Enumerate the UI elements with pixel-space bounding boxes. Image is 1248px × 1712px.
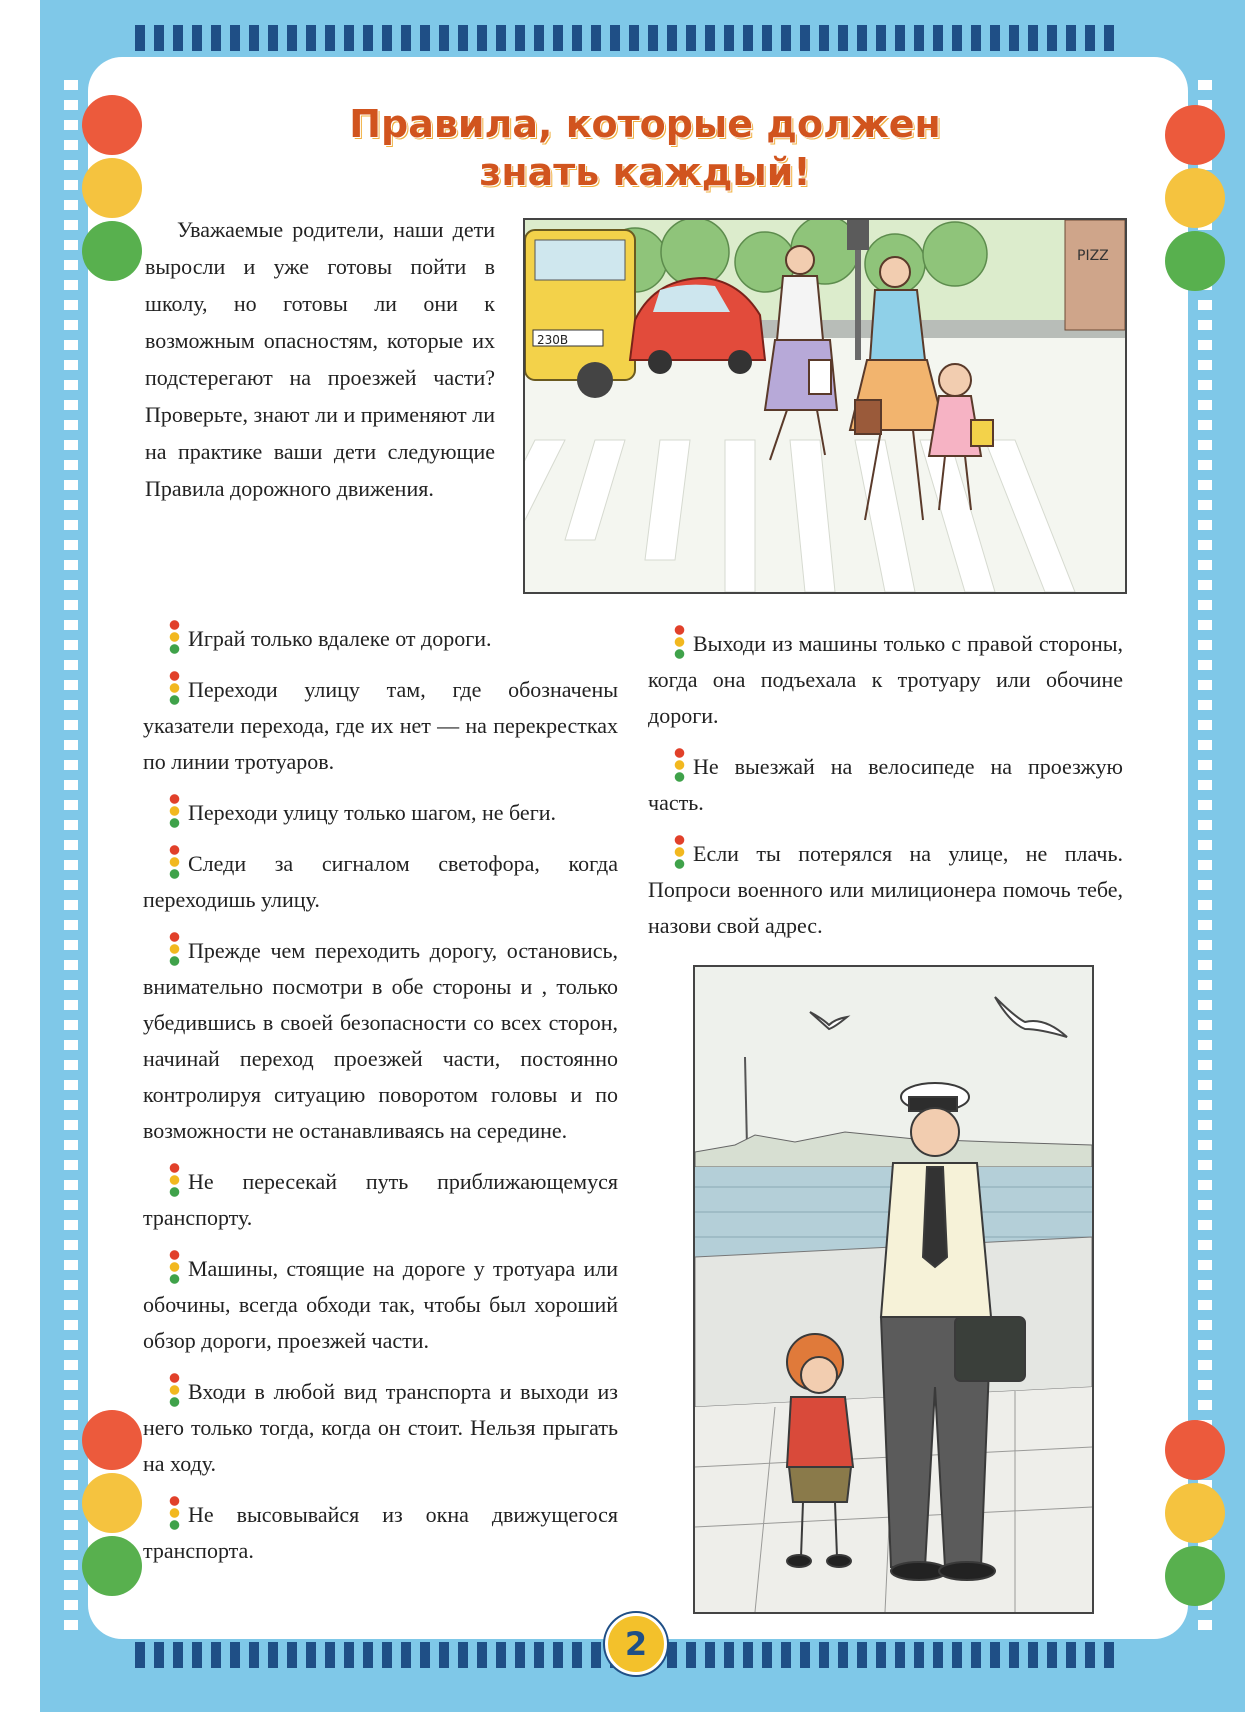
rule-text: Переходи улицу только шагом, не беги. (188, 800, 556, 825)
dash-segment (287, 1642, 297, 1668)
rule-text: Не пересекай путь приближающемуся транспорту. (143, 1169, 618, 1230)
dash-segment (287, 25, 297, 51)
dash-segment (553, 1642, 563, 1668)
dash-segment (762, 25, 772, 51)
dash-segment (933, 25, 943, 51)
dash-segment (819, 1642, 829, 1668)
dash-segment (648, 25, 658, 51)
rule-item (143, 1496, 618, 1569)
traffic-light-bullet-icon (674, 748, 685, 782)
rule-item (143, 620, 618, 657)
dash-segment (686, 25, 696, 51)
dash-segment (724, 1642, 734, 1668)
page-title (300, 100, 990, 196)
edge-dot-red-icon (82, 95, 142, 155)
dash-segment (382, 25, 392, 51)
dash-segment (895, 1642, 905, 1668)
edge-dot-yellow-icon (82, 158, 142, 218)
dash-segment (857, 25, 867, 51)
dash-segment (819, 25, 829, 51)
edge-dot-green-icon (82, 221, 142, 281)
dash-segment (914, 1642, 924, 1668)
traffic-light-bullet-icon (169, 932, 180, 966)
rule-item (143, 1373, 618, 1482)
right-perforation (1198, 80, 1212, 1640)
dash-segment (952, 1642, 962, 1668)
rule-text: Если ты потерялся на улице, не плачь. Попроси военного или милиционера помочь тебе, назови свой адрес. (648, 841, 1123, 938)
dash-segment (439, 1642, 449, 1668)
edge-dot-yellow-icon (82, 1473, 142, 1533)
dash-segment (857, 1642, 867, 1668)
dash-segment (230, 1642, 240, 1668)
dash-segment (306, 1642, 316, 1668)
rule-text: Следи за сигналом светофора, когда переходишь улицу. (143, 851, 618, 912)
dash-segment (306, 25, 316, 51)
dash-segment (173, 1642, 183, 1668)
dash-segment (1009, 25, 1019, 51)
dash-segment (800, 25, 810, 51)
dash-segment (572, 1642, 582, 1668)
rule-text: Не выезжай на велосипеде на проезжую часть. (648, 754, 1123, 815)
dash-segment (876, 25, 886, 51)
rule-text: Прежде чем переходить дорогу, остановись, внимательно посмотри в обе стороны и , только убедившись в своей безопасности со всех сторон, начинай переход проезжей части, постоянно контролируя ситуацию поворотом головы и по возможности не останавливаясь на середине. (143, 938, 618, 1143)
dash-segment (800, 1642, 810, 1668)
edge-dot-green-icon (1165, 1546, 1225, 1606)
rule-text: Не высовывайся из окна движущегося транспорта. (143, 1502, 618, 1563)
dash-segment (667, 25, 677, 51)
dash-segment (401, 25, 411, 51)
dash-segment (724, 25, 734, 51)
top-dash-border (135, 25, 1125, 51)
dash-segment (629, 25, 639, 51)
rules-left-column (143, 620, 618, 1583)
edge-dot-green-icon (82, 1536, 142, 1596)
dash-segment (135, 1642, 145, 1668)
dash-segment (477, 25, 487, 51)
rule-item (143, 932, 618, 1149)
dash-segment (363, 1642, 373, 1668)
dash-segment (876, 1642, 886, 1668)
rule-item (143, 845, 618, 918)
dash-segment (211, 25, 221, 51)
dash-segment (496, 25, 506, 51)
dash-segment (1066, 25, 1076, 51)
dash-segment (686, 1642, 696, 1668)
dash-segment (610, 25, 620, 51)
crosswalk-illustration (523, 218, 1127, 594)
dash-segment (439, 25, 449, 51)
dash-segment (420, 1642, 430, 1668)
left-perforation (64, 80, 78, 1640)
dash-segment (1028, 1642, 1038, 1668)
dash-segment (325, 25, 335, 51)
dash-segment (249, 1642, 259, 1668)
dash-segment (325, 1642, 335, 1668)
dash-segment (914, 25, 924, 51)
rule-text: Входи в любой вид транспорта и выходи из него только тогда, когда он стоит. Нельзя прыгать на ходу. (143, 1379, 618, 1476)
rule-text: Играй только вдалеке от дороги. (188, 626, 492, 651)
dash-segment (1104, 1642, 1114, 1668)
edge-dot-yellow-icon (1165, 1483, 1225, 1543)
dash-segment (952, 25, 962, 51)
traffic-light-bullet-icon (169, 671, 180, 705)
dash-segment (1028, 25, 1038, 51)
dash-segment (534, 25, 544, 51)
dash-segment (705, 1642, 715, 1668)
dash-segment (135, 25, 145, 51)
dash-segment (990, 25, 1000, 51)
traffic-light-bullet-icon (674, 625, 685, 659)
dash-segment (458, 25, 468, 51)
dash-segment (591, 1642, 601, 1668)
dash-segment (933, 1642, 943, 1668)
edge-dot-green-icon (1165, 231, 1225, 291)
dash-segment (534, 1642, 544, 1668)
dash-segment (838, 1642, 848, 1668)
rule-item (648, 625, 1123, 734)
page-number: 2 (605, 1613, 667, 1675)
truck-plate-text: 230В (537, 333, 569, 347)
officer-illustration (693, 965, 1094, 1614)
dash-segment (249, 25, 259, 51)
dash-segment (1104, 25, 1114, 51)
rule-item (143, 671, 618, 780)
rule-text: Переходи улицу там, где обозначены указатели перехода, где их нет — на перекрестках по линии тротуаров. (143, 677, 618, 774)
dash-segment (572, 25, 582, 51)
dash-segment (1066, 1642, 1076, 1668)
traffic-light-bullet-icon (169, 1373, 180, 1407)
dash-segment (553, 25, 563, 51)
dash-segment (515, 25, 525, 51)
dash-segment (781, 25, 791, 51)
dash-segment (1047, 25, 1057, 51)
title-line-2: знать каждый! (479, 150, 811, 194)
dash-segment (268, 25, 278, 51)
dash-segment (211, 1642, 221, 1668)
rule-item (143, 1250, 618, 1359)
rule-item (143, 794, 618, 831)
dash-segment (268, 1642, 278, 1668)
traffic-light-bullet-icon (169, 1250, 180, 1284)
rule-item (143, 1163, 618, 1236)
dash-segment (192, 25, 202, 51)
traffic-light-bullet-icon (674, 835, 685, 869)
dash-segment (344, 1642, 354, 1668)
dash-segment (458, 1642, 468, 1668)
traffic-light-bullet-icon (169, 620, 180, 654)
intro-paragraph: Уважаемые родители, наши дети выросли и уже готовы пойти в школу, но готовы ли они к возможным опасностям, которые их подстерегают на проезжей части? Проверьте, знают ли и применяют ли на практике ваши дети следующие Правила дорожного движения. (145, 217, 495, 501)
dash-segment (1085, 25, 1095, 51)
dash-segment (154, 1642, 164, 1668)
edge-dot-red-icon (1165, 105, 1225, 165)
dash-segment (971, 1642, 981, 1668)
dash-segment (1009, 1642, 1019, 1668)
dash-segment (230, 25, 240, 51)
dash-segment (496, 1642, 506, 1668)
dash-segment (192, 1642, 202, 1668)
rule-text: Машины, стоящие на дороге у тротуара или обочины, всегда обходи так, чтобы был хороший обзор дороги, проезжей части. (143, 1256, 618, 1353)
dash-segment (1085, 1642, 1095, 1668)
traffic-light-bullet-icon (169, 1163, 180, 1197)
dash-segment (705, 25, 715, 51)
title-line-1: Правила, которые должен (349, 102, 941, 146)
dash-segment (667, 1642, 677, 1668)
dash-segment (420, 25, 430, 51)
edge-dot-yellow-icon (1165, 168, 1225, 228)
dash-segment (1047, 1642, 1057, 1668)
traffic-light-bullet-icon (169, 845, 180, 879)
shop-sign-text: PIZZ (1077, 248, 1109, 264)
rule-item (648, 748, 1123, 821)
dash-segment (838, 25, 848, 51)
dash-segment (401, 1642, 411, 1668)
edge-dot-red-icon (1165, 1420, 1225, 1480)
dash-segment (990, 1642, 1000, 1668)
edge-dot-red-icon (82, 1410, 142, 1470)
dash-segment (477, 1642, 487, 1668)
dash-segment (971, 25, 981, 51)
dash-segment (515, 1642, 525, 1668)
traffic-light-bullet-icon (169, 1496, 180, 1530)
rules-right-column (648, 625, 1123, 958)
dash-segment (154, 25, 164, 51)
rule-text: Выходи из машины только с правой стороны, когда она подъехала к тротуару или обочине дороги. (648, 631, 1123, 728)
dash-segment (762, 1642, 772, 1668)
dash-segment (743, 1642, 753, 1668)
dash-segment (591, 25, 601, 51)
rule-item (648, 835, 1123, 944)
dash-segment (743, 25, 753, 51)
dash-segment (344, 25, 354, 51)
dash-segment (781, 1642, 791, 1668)
dash-segment (382, 1642, 392, 1668)
dash-segment (363, 25, 373, 51)
traffic-light-bullet-icon (169, 794, 180, 828)
dash-segment (173, 25, 183, 51)
dash-segment (895, 25, 905, 51)
